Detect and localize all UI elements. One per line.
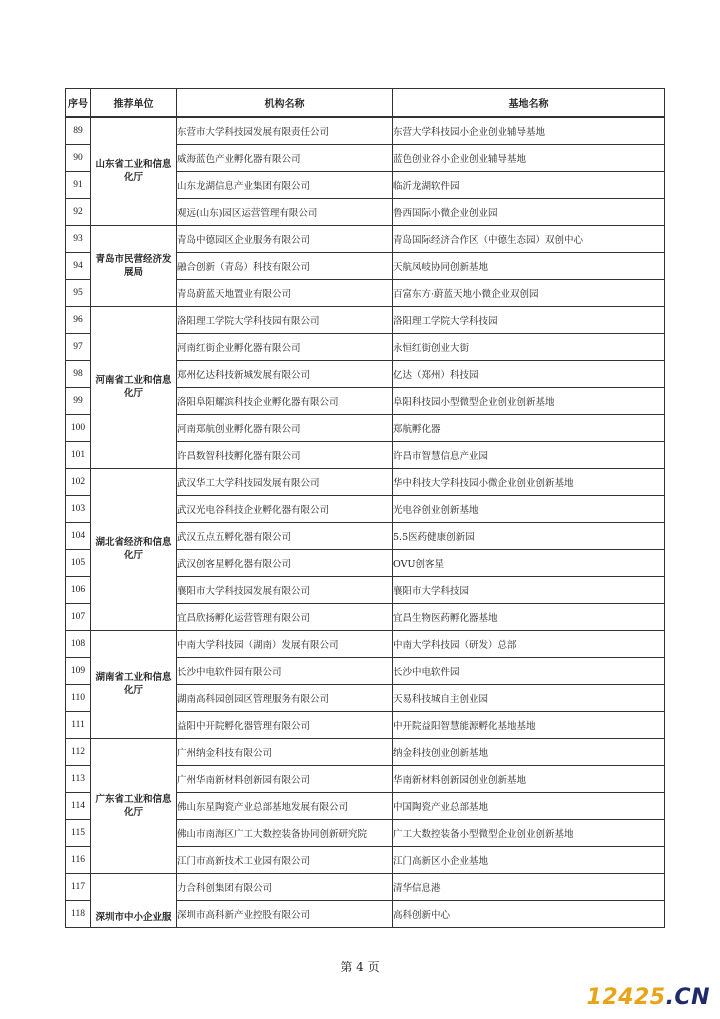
table-body [66,117,665,927]
org-name: 江门市高新技术工业园有限公司 [177,846,393,873]
row-seq: 114 [66,792,91,819]
org-name: 深圳市高科新产业控股有限公司 [177,900,393,927]
row-seq: 94 [66,252,91,279]
org-name: 郑州亿达科技新城发展有限公司 [177,360,393,387]
row-seq: 95 [66,279,91,306]
row-seq: 105 [66,549,91,576]
recommending-unit: 河南省工业和信息化厅 [91,306,177,468]
watermark-suffix: .CN [665,985,710,1010]
recommending-unit: 山东省工业和信息化厅 [91,117,177,225]
base-name: 中南大学科技园（研发）总部 [393,630,665,657]
org-name: 东营市大学科技园发展有限责任公司 [177,117,393,144]
row-seq: 109 [66,657,91,684]
org-name: 武汉创客星孵化器有限公司 [177,549,393,576]
row-seq: 90 [66,144,91,171]
row-seq: 103 [66,495,91,522]
table-row [66,738,665,765]
org-name: 广州华南新材料创新园有限公司 [177,765,393,792]
header-org: 机构名称 [177,89,393,118]
org-name: 河南郑航创业孵化器有限公司 [177,414,393,441]
base-name: 中国陶瓷产业总部基地 [393,792,665,819]
table-row [66,873,665,900]
base-name: 襄阳市大学科技园 [393,576,665,603]
row-seq: 116 [66,846,91,873]
base-name: 东营大学科技园小企业创业辅导基地 [393,117,665,144]
row-seq: 117 [66,873,91,900]
base-name: 百富东方·蔚蓝天地小微企业双创园 [393,279,665,306]
base-name: 永恒红街创业大街 [393,333,665,360]
base-name: 纳金科技创业创新基地 [393,738,665,765]
base-name: 亿达（郑州）科技园 [393,360,665,387]
recommending-unit: 广东省工业和信息化厅 [91,738,177,873]
base-name: 阜阳科技园小型微型企业创业创新基地 [393,387,665,414]
recommending-unit: 湖北省经济和信息化厅 [91,468,177,630]
base-name: 天航凤岐协同创新基地 [393,252,665,279]
header-unit: 推荐单位 [91,89,177,118]
row-seq: 92 [66,198,91,225]
org-name: 长沙中电软件园有限公司 [177,657,393,684]
row-seq: 104 [66,522,91,549]
org-name: 力合科创集团有限公司 [177,873,393,900]
site-watermark [587,985,710,1010]
row-seq: 89 [66,117,91,144]
org-name: 青岛中德园区企业服务有限公司 [177,225,393,252]
base-name: 江门高新区小企业基地 [393,846,665,873]
base-name: 长沙中电软件园 [393,657,665,684]
base-name: 许昌市智慧信息产业园 [393,441,665,468]
base-name: 鲁西国际小微企业创业园 [393,198,665,225]
row-seq: 93 [66,225,91,252]
org-name: 洛阳理工学院大学科技园有限公司 [177,306,393,333]
org-name: 武汉华工大学科技园发展有限公司 [177,468,393,495]
org-name: 襄阳市大学科技园发展有限公司 [177,576,393,603]
row-seq: 115 [66,819,91,846]
base-name: OVU创客星 [393,549,665,576]
page-number: 第 4 页 [340,960,380,974]
base-name: 蓝色创业谷小企业创业辅导基地 [393,144,665,171]
base-name: 中开院益阳智慧能源孵化基地基地 [393,711,665,738]
table-row [66,630,665,657]
base-name: 华南新材料创新园创业创新基地 [393,765,665,792]
row-seq: 111 [66,711,91,738]
base-name: 广工大数控装备小型微型企业创业创新基地 [393,819,665,846]
row-seq: 110 [66,684,91,711]
base-name: 5.5医药健康创新园 [393,522,665,549]
org-name: 湖南高科园创园区管理服务有限公司 [177,684,393,711]
header-base: 基地名称 [393,89,665,118]
base-name: 光电谷创业创新基地 [393,495,665,522]
org-name: 武汉光电谷科技企业孵化器有限公司 [177,495,393,522]
org-name: 洛阳阜阳耀滨科技企业孵化器有限公司 [177,387,393,414]
base-name: 郑航孵化器 [393,414,665,441]
recommending-unit: 深圳市中小企业服 [91,873,177,927]
org-name: 青岛蔚蓝天地置业有限公司 [177,279,393,306]
row-seq: 91 [66,171,91,198]
org-name: 中南大学科技园（湖南）发展有限公司 [177,630,393,657]
base-name: 天易科技城自主创业园 [393,684,665,711]
row-seq: 96 [66,306,91,333]
row-seq: 98 [66,360,91,387]
table-row [66,117,665,144]
institution-table [65,88,665,928]
org-name: 佛山市南海区广工大数控装备协同创新研究院 [177,819,393,846]
org-name: 佛山东星陶瓷产业总部基地发展有限公司 [177,792,393,819]
table-row [66,468,665,495]
row-seq: 102 [66,468,91,495]
org-name: 威海蓝色产业孵化器有限公司 [177,144,393,171]
base-name: 洛阳理工学院大学科技园 [393,306,665,333]
org-name: 河南红街企业孵化器有限公司 [177,333,393,360]
org-name: 观远(山东)园区运营管理有限公司 [177,198,393,225]
base-name: 临沂龙湖软件园 [393,171,665,198]
base-name: 华中科技大学科技园小微企业创业创新基地 [393,468,665,495]
row-seq: 107 [66,603,91,630]
org-name: 融合创新（青岛）科技有限公司 [177,252,393,279]
row-seq: 108 [66,630,91,657]
base-name: 高科创新中心 [393,900,665,927]
row-seq: 118 [66,900,91,927]
base-name: 宜昌生物医药孵化器基地 [393,603,665,630]
row-seq: 106 [66,576,91,603]
recommending-unit: 青岛市民营经济发展局 [91,225,177,306]
header-seq: 序号 [66,89,91,118]
row-seq: 113 [66,765,91,792]
org-name: 宜昌欣扬孵化运营管理有限公司 [177,603,393,630]
org-name: 武汉五点五孵化器有限公司 [177,522,393,549]
base-name: 青岛国际经济合作区（中德生态园）双创中心 [393,225,665,252]
row-seq: 100 [66,414,91,441]
table-header-row [66,89,665,118]
row-seq: 97 [66,333,91,360]
row-seq: 101 [66,441,91,468]
watermark-digits: 12425 [586,985,666,1010]
table-row [66,225,665,252]
table-row [66,306,665,333]
org-name: 许昌数智科技孵化器有限公司 [177,441,393,468]
org-name: 益阳中开院孵化器管理有限公司 [177,711,393,738]
base-name: 清华信息港 [393,873,665,900]
org-name: 广州纳金科技有限公司 [177,738,393,765]
row-seq: 99 [66,387,91,414]
org-name: 山东龙湖信息产业集团有限公司 [177,171,393,198]
recommending-unit: 湖南省工业和信息化厅 [91,630,177,738]
row-seq: 112 [66,738,91,765]
